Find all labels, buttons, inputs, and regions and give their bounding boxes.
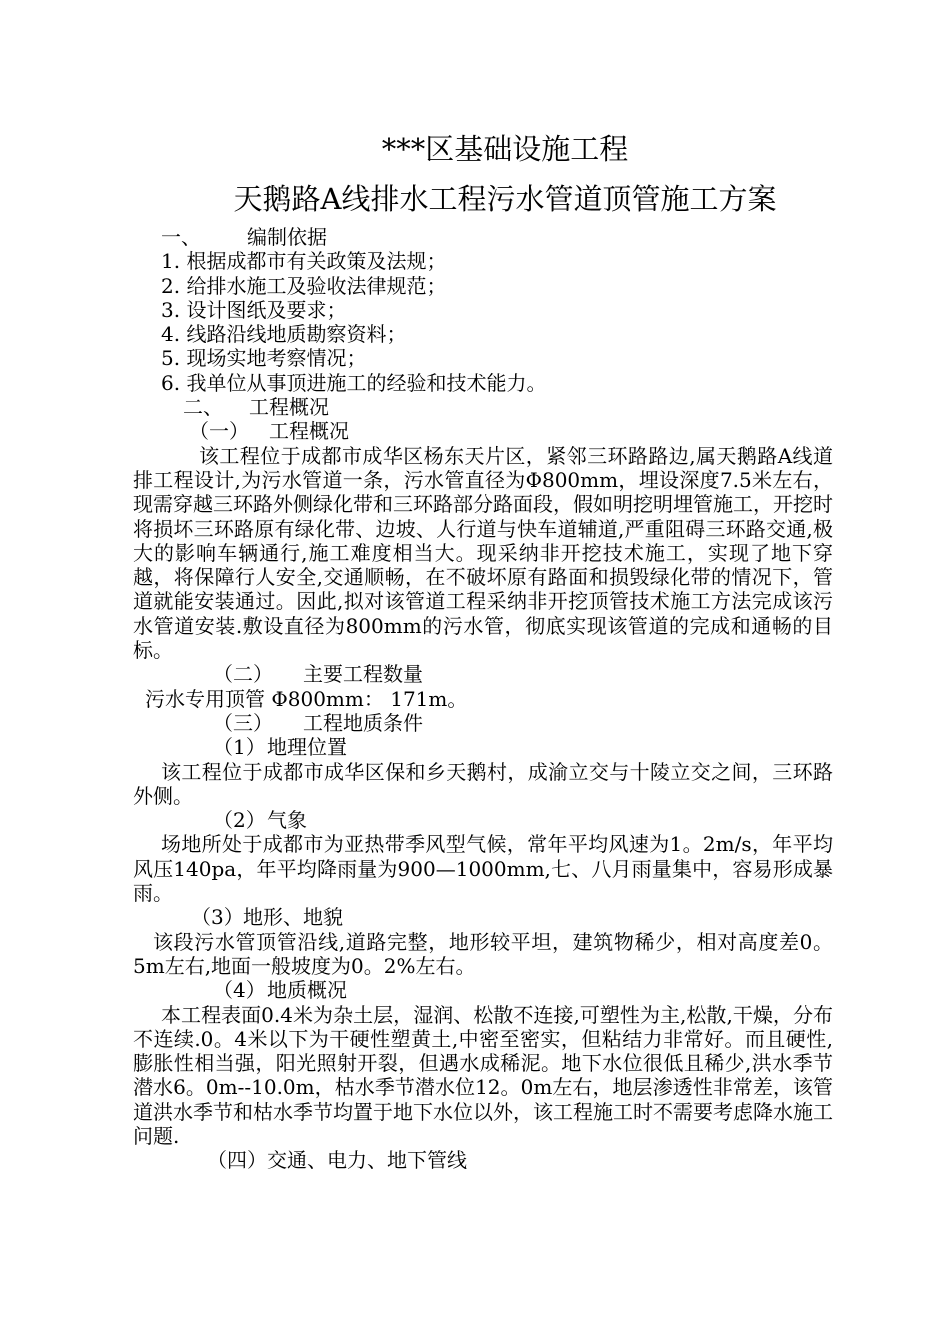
subsection-title: 交通、电力、地下管线 <box>267 1148 467 1173</box>
item-number: （2） <box>213 808 266 833</box>
subsection-heading-4 <box>133 1148 833 1172</box>
paragraph: 该段污水管顶管沿线,道路完整，地形较平坦，建筑物稀少，相对高度差0。5m左右,地面一般坡度为0。2%左右。 <box>133 929 833 978</box>
item-number: （1） <box>213 735 266 760</box>
document-subtitle: 天鹅路A线排水工程污水管道顶管施工方案 <box>233 182 777 216</box>
item-title: 地质概况 <box>267 978 347 1003</box>
subsection-heading-3 <box>133 711 833 735</box>
section-title: 编制依据 <box>247 225 327 249</box>
subsection-number: （四） <box>207 1148 267 1173</box>
item-number: （4） <box>213 978 266 1003</box>
subsection-heading-1 <box>133 419 833 443</box>
document-title: ***区基础设施工程 <box>381 132 629 166</box>
list-item: 1. 根据成都市有关政策及法规； <box>161 249 447 274</box>
item-title: 气象 <box>267 808 307 833</box>
list-item: 5. 现场实地考察情况； <box>161 346 367 371</box>
subsection-title: 工程地质条件 <box>303 710 423 735</box>
paragraph: 污水专用顶管 Φ800mm： 171m。 <box>145 686 468 711</box>
item-number: （3） <box>191 905 244 930</box>
paragraph: 场地所处于成都市为亚热带季风型气候，常年平均风速为1。2m/s，年平均风压140pa，年平均降雨量为900—1000mm,七、八月雨量集中，容易形成暴雨。 <box>133 832 833 906</box>
section-title: 工程概况 <box>249 395 329 420</box>
section-heading-1 <box>133 225 833 249</box>
item-heading-climate <box>133 808 833 832</box>
item-title: 地理位置 <box>267 735 347 760</box>
subsection-number: （二） <box>213 662 273 687</box>
paragraph: 该工程位于成都市成华区杨东天片区，紧邻三环路路边,属天鹅路A线道排工程设计,为污水管道一条，污水管直径为Φ800mm，埋设深度7.5米左右，现需穿越三环路外侧绿化带和三环路部分路面段，假如明挖明埋管施工，开挖时将损坏三环路原有绿化带、边坡、人行道与快车道辅道,严重阻碍三环路交通,极大的影响车辆通行,施工难度相当大。现采纳非开挖技术施工，实现了地下穿越，将保障行人安全,交通顺畅，在不破坏原有路面和损毁绿化带的情况下，管道就能安装通过。因此,拟对该管道工程采纳非开挖顶管技术施工方法完成该污水管道安装.敷设直径为800mm的污水管，彻底实现该管道的完成和通畅的目标。 <box>133 443 833 663</box>
list-item: 6. 我单位从事顶进施工的经验和技术能力。 <box>161 370 547 395</box>
subsection-number: （三） <box>213 710 273 735</box>
item-heading-geography <box>133 735 833 759</box>
list-item: 3. 设计图纸及要求； <box>161 297 347 322</box>
item-heading-terrain <box>133 905 833 929</box>
section-number: 一、 <box>161 225 201 249</box>
list-item: 2. 给排水施工及验收法律规范； <box>161 273 447 298</box>
item-heading-geology <box>133 978 833 1002</box>
document-body <box>133 225 833 1173</box>
section-number: 二、 <box>183 395 223 420</box>
subsection-heading-2 <box>133 662 833 686</box>
paragraph: 该工程位于成都市成华区保和乡天鹅村，成渝立交与十陵立交之间，三环路外侧。 <box>133 759 833 808</box>
subsection-title: 工程概况 <box>269 419 349 444</box>
item-title: 地形、地貌 <box>243 905 343 930</box>
paragraph: 本工程表面0.4米为杂土层，湿润、松散不连接,可塑性为主,松散,干燥，分布不连续.0。4米以下为干硬性塑黄土,中密至密实，但粘结力非常好。而且硬性,膨胀性相当强，阳光照射开裂，但遇水成稀泥。地下水位很低且稀少,洪水季节潜水6。0m--10.0m，枯水季节潜水位12。0m左右，地层渗透性非常差，该管道洪水季节和枯水季节均置于地下水位以外，该工程施工时不需要考虑降水施工问题. <box>133 1002 833 1148</box>
subsection-number: （一） <box>189 419 249 444</box>
subsection-title: 主要工程数量 <box>303 662 423 687</box>
section-heading-2 <box>133 395 833 419</box>
list-item: 4. 线路沿线地质勘察资料； <box>161 322 407 347</box>
